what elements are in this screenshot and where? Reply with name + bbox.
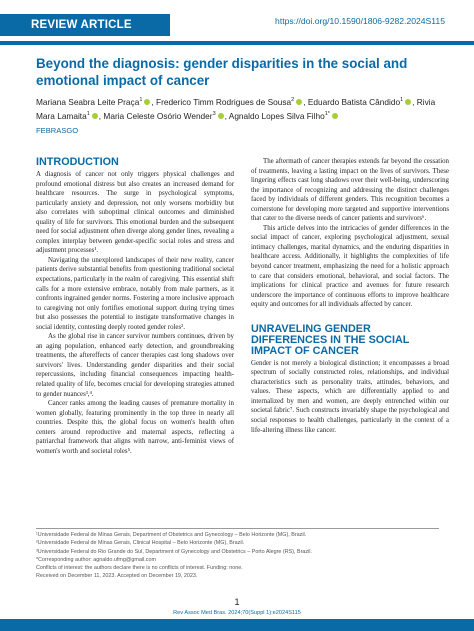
paragraph: This article delves into the intricacies of gender differences in the social impact of cancer, exploring psychological adjustment, sexual intimacy challenges, marital dynamics, and the enduring disparities in healthcare access. Additionally, it highlights the complexities of life beyond cancer treatment, emphasizing the need for a holistic approach to care that considers emotional, behavioral, and social factors. The implications for clinical practice and avenues for future research underscore the importance of continuous efforts to improve healthcare equity and outcomes for all individuals affected by cancer. (251, 224, 449, 309)
header-bar (0, 0, 474, 45)
right-column (251, 157, 449, 435)
author: Agnaldo Lopes Silva Filho$^{1*}$ (229, 111, 339, 121)
footnote-divider (36, 528, 439, 529)
footnote: ²Universidade Federal de Minas Gerais, Clinical Hospital – Belo Horizonte (MG), Brazil. (36, 540, 245, 547)
paragraph: Cancer ranks among the leading causes of premature mortality in women globally, featuring prominently in the top three in nearly all countries. Despite this, the global focus on women's health often centers around reproductive and maternal aspects, reflecting a patriarchal framework that aligns with narrow, anti-feminist views of women's worth and societal roles⁵. (36, 400, 234, 455)
orcid-icon[interactable] (144, 99, 150, 105)
footer-bar (0, 619, 474, 631)
author: Rivia Mara Lamaita$^1$ , (36, 96, 436, 122)
paragraph: Gender is not merely a biological distinction; it encompasses a broad spectrum of socially constructed roles, relationships, and individual characteristics such as personality traits, attitudes, behaviors, and values. These aspects, which are differentially applied to and internalized by men and women, are deeply entrenched within our societal fabric⁷. Such constructs invariably shape the psychological and social responses to health challenges, particularly in the context of a life-altering illness like cancer. (251, 359, 449, 434)
orcid-icon[interactable] (332, 113, 338, 119)
section-heading-introduction: INTRODUCTION (36, 156, 119, 168)
doi-link[interactable]: https://doi.org/10.1590/1806-9282.2024S115 (275, 16, 445, 26)
paragraph: Navigating the unexplored landscapes of their new reality, cancer patients derive substantial benefits from questioning traditional societal expectations, particularly in the realm of caregiving. This essential shift calls for a more extensive embrace, notably from male partners, as it confronts ingrained gender norms. Fostering a more inclusive approach to caregiving not only fortifies emotional support during trying times but also possesses the potential to instigate transformative changes in social identity, contesting deeply rooted gender roles². (36, 256, 234, 331)
journal-citation: Rev Assoc Med Bras. 2024;70(Suppl 1):e2024S115 (173, 610, 301, 616)
footnote: Received on December 11, 2023. Accepted on December 19, 2023. (36, 573, 198, 580)
footnote: *Corresponding author: agnaldo.ufmg@gmail.com (36, 556, 156, 563)
author: Eduardo Batista Cândido$^1$ , (307, 96, 417, 107)
author-list (36, 94, 456, 123)
article-title: Beyond the diagnosis: gender disparities in the social and emotional impact of cancer (36, 56, 408, 88)
left-column (36, 157, 234, 456)
orcid-icon[interactable] (218, 113, 224, 119)
footnotes (36, 531, 446, 581)
author: Maria Celeste Osório Wender$^3$ , (103, 111, 229, 122)
author: Mariana Seabra Leite Praça$^1$ , (36, 96, 156, 107)
orcid-icon[interactable] (92, 113, 98, 119)
footnote: ¹Universidade Federal de Minas Gerais, Department of Obstetrics and Gynecology – Belo Horizonte (MG), Brazil. (36, 532, 307, 538)
article-type-badge: REVIEW ARTICLE (0, 14, 170, 36)
footnote: ³Universidade Federal do Rio Grande do Sul, Department of Gynecology and Obstetrics – Porto Alegre (RS), Brazil. (36, 548, 312, 555)
author: Frederico Timm Rodrigues de Sousa$^2$ , (156, 96, 308, 107)
orcid-icon[interactable] (405, 99, 411, 105)
section-heading-gender-differences: UNRAVELING GENDER DIFFERENCES IN THE SOCIAL IMPACT OF CANCER (251, 322, 410, 357)
paragraph: A diagnosis of cancer not only triggers physical challenges and profound emotional distress but also creates an increased demand for healthcare resources. The surge in psychological symptoms, particularly anxiety and depression, not only worsens morbidity but also correlates with suboptimal clinical outcomes and diminished quality of life for survivors. This emotional burden and the subsequent need for social adjustment often diverge along gender lines, revealing a complex interplay between gender-specific social roles and stress and adjustment processes¹. (36, 171, 234, 255)
orcid-icon[interactable] (296, 99, 302, 105)
paragraph: The aftermath of cancer therapies extends far beyond the cessation of treatments, leaving a lasting impact on the lives of survivors. These lingering effects cast long shadows over their well-being, underscoring the importance of recognizing and addressing the distinct challenges faced by individuals of different genders. This recognition becomes a cornerstone for developing more targeted and supportive interventions that cater to the diverse needs of cancer patients and survivors⁶. (251, 158, 449, 223)
society-tag: FEBRASGO (36, 126, 79, 135)
page-number: 1 (234, 597, 240, 607)
paragraph: As the global rise in cancer survivor numbers continues, driven by an aging population, enhanced early detection, and groundbreaking treatments, the aftereffects of cancer therapies cast long shadows over survivors' lives. Understanding gender disparities and their social repercussions, including financial consequences impacting health-related quality of life, becomes crucial for developing strategies attuned to gender nuances³,⁴. (36, 333, 234, 398)
footnote: Conflicts of interest: the authors declare there is no conflicts of interest. Funding: none. (36, 565, 243, 572)
